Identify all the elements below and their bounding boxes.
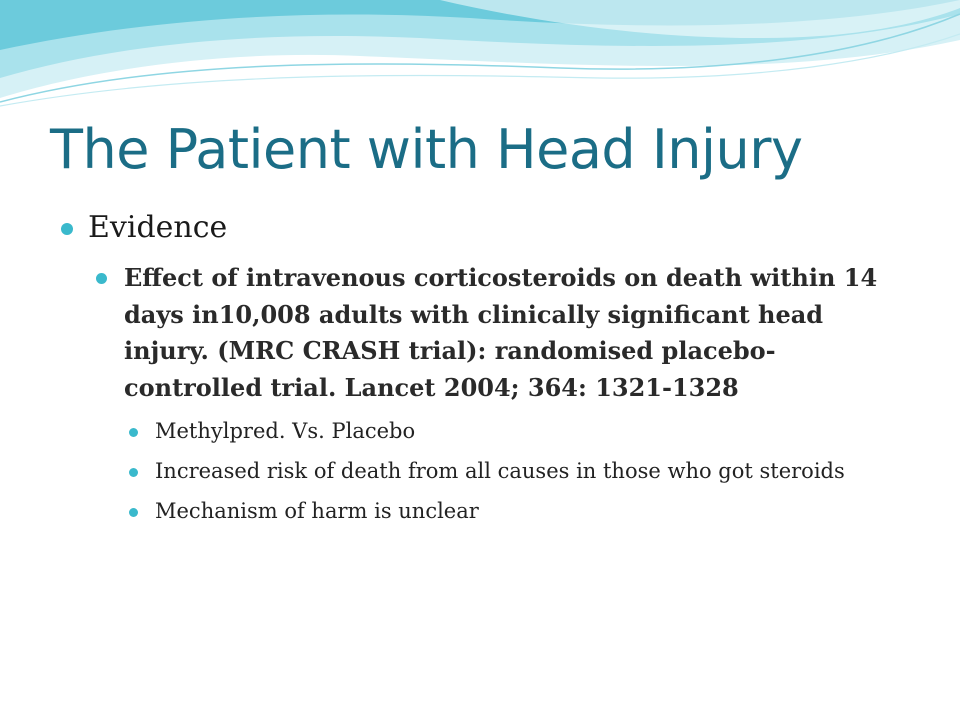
- bullet-study: [96, 260, 900, 406]
- sub-bullet-item: [126, 416, 900, 447]
- bullet-icon: [129, 508, 138, 517]
- sub-bullet-item: [126, 456, 900, 487]
- sub-bullet-text: Increased risk of death from all causes in those who got steroids: [155, 459, 845, 483]
- slide-title: The Patient with Head Injury: [50, 118, 803, 181]
- bullet-icon: [96, 273, 107, 284]
- sub-bullet-item: [126, 496, 900, 527]
- bullet-icon: [129, 428, 138, 437]
- slide-content: [60, 208, 900, 536]
- wave-banner: [0, 0, 960, 110]
- bullet-evidence-text: Evidence: [88, 210, 228, 245]
- bullet-study-text: Effect of intravenous corticosteroids on death within 14 days in10,008 adults with clinically significant head injury. (MRC CRASH trial): randomised placebo-controlled trial. Lancet 2004; 364: 1321-1328: [124, 263, 878, 402]
- bullet-icon: [61, 223, 73, 235]
- bullet-evidence: [60, 208, 900, 248]
- sub-bullet-text: Methylpred. Vs. Placebo: [155, 419, 416, 443]
- bullet-icon: [129, 468, 138, 477]
- sub-bullet-text: Mechanism of harm is unclear: [155, 499, 479, 523]
- sub-bullet-list: [126, 416, 900, 527]
